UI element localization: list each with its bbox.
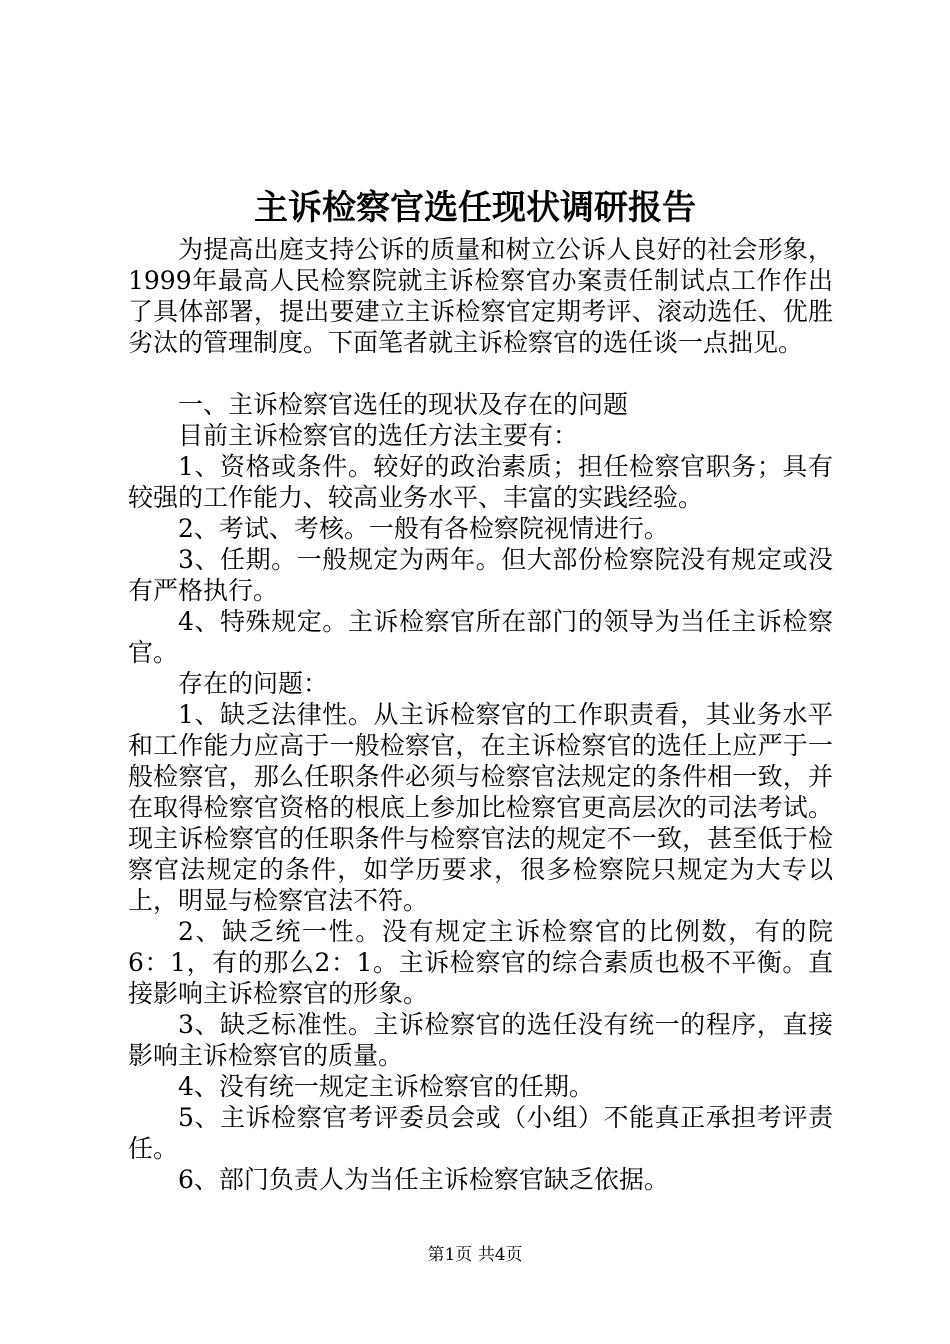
list-item: 6、部门负责人为当任主诉检察官缺乏依据。 (178, 1165, 669, 1194)
subheading: 存在的问题： (178, 669, 329, 698)
list-item: 2、缺乏统一性。没有规定主诉检察官的比例数，有的院6：1，有的那么2：1。主诉检察官的综合素质也极不平衡。直接影响主诉检察官的形象。 (128, 917, 833, 1008)
section-heading: 一、主诉检察官选任的现状及存在的问题 (178, 390, 629, 419)
document-body (128, 234, 833, 1195)
document-title: 主诉检察官选任现状调研报告 (254, 188, 696, 228)
list-item: 1、资格或条件。较好的政治素质；担任检察官职务；具有较强的工作能力、较高业务水平、丰富的实践经验。 (128, 452, 833, 512)
list-item: 5、主诉检察官考评委员会或（小组）不能真正承担考评责任。 (128, 1103, 833, 1163)
list-item: 4、特殊规定。主诉检察官所在部门的领导为当任主诉检察官。 (128, 607, 833, 667)
list-item: 1、缺乏法律性。从主诉检察官的工作职责看，其业务水平和工作能力应高于一般检察官，在主诉检察官的选任上应严于一般检察官，那么任职条件必须与检察官法规定的条件相一致，并在取得检察官资格的根底上参加比检察官更高层次的司法考试。现主诉检察官的任职条件与检察官法的规定不一致，甚至低于检察官法规定的条件，如学历要求，很多检察院只规定为大专以上，明显与检察官法不符。 (128, 700, 833, 915)
list-item: 4、没有统一规定主诉检察官的任期。 (178, 1072, 594, 1101)
list-item: 3、任期。一般规定为两年。但大部份检察院没有规定或没有严格执行。 (128, 545, 833, 605)
intro-paragraph: 为提高出庭支持公诉的质量和树立公诉人良好的社会形象，1999年最高人民检察院就主诉检察官办案责任制试点工作作出了具体部署，提出要建立主诉检察官定期考评、滚动选任、优胜劣汰的管理制度。下面笔者就主诉检察官的选任谈一点拙见。 (128, 235, 833, 357)
page-footer: 第1页 共4页 (427, 1245, 523, 1265)
list-item: 3、缺乏标准性。主诉检察官的选任没有统一的程序，直接影响主诉检察官的质量。 (128, 1010, 833, 1070)
list-item: 2、考试、考核。一般有各检察院视情进行。 (178, 514, 669, 543)
paragraph: 目前主诉检察官的选任方法主要有： (178, 421, 579, 450)
